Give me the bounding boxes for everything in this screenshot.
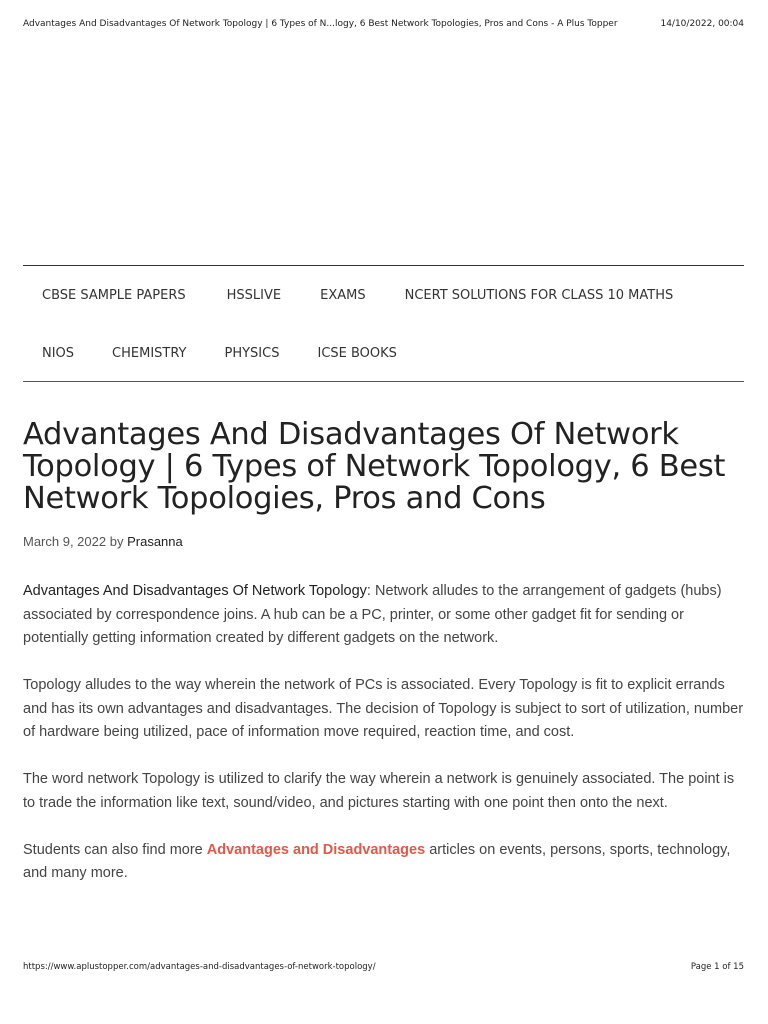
- nav-row-2: [42, 346, 397, 361]
- print-header-datetime: 14/10/2022, 00:04: [660, 19, 744, 29]
- paragraph-4: [23, 839, 745, 886]
- article-date: March 9, 2022: [23, 534, 107, 549]
- article-title: Advantages And Disadvantages Of Network Topology | 6 Types of Network Topology, 6 Best Network Topologies, Pros and Cons: [23, 417, 726, 516]
- nav-item-icse-books[interactable]: ICSE BOOKS: [317, 346, 397, 361]
- paragraph-4-before: Students can also find more: [23, 841, 207, 858]
- nav-item-hsslive[interactable]: HSSLIVE: [226, 288, 282, 303]
- paragraph-1: [23, 580, 745, 651]
- nav-item-cbse-sample-papers[interactable]: CBSE SAMPLE PAPERS: [42, 288, 186, 303]
- print-header-title: Advantages And Disadvantages Of Network Topology | 6 Types of N...logy, 6 Best Network Topologies, Pros and Cons - A Plus Topper: [23, 19, 618, 29]
- main-navigation: [23, 265, 744, 382]
- paragraph-3: The word network Topology is utilized to clarify the way wherein a network is genuinely associated. The point is to trade the information like text, sound/video, and pictures starting with one point then onto the next.: [23, 771, 735, 811]
- paragraph-1-lead: Advantages And Disadvantages Of Network Topology: [23, 583, 367, 599]
- article-meta: [23, 534, 183, 549]
- article-content: [23, 580, 745, 909]
- paragraph-1-text: : Network alludes to the arrangement of gadgets (hubs) associated by correspondence joins. A hub can be a PC, printer, or some other gadget fit for sending or potentially getting information created by different gadgets on the network.: [23, 583, 722, 646]
- print-footer-page: Page 1 of 15: [690, 962, 744, 972]
- nav-row-1: [42, 288, 673, 303]
- article-author-link[interactable]: Prasanna: [127, 534, 183, 549]
- nav-item-exams[interactable]: EXAMS: [320, 288, 366, 303]
- article-by: by: [109, 534, 124, 549]
- print-footer: [23, 962, 744, 972]
- print-footer-url: https://www.aplustopper.com/advantages-and-disadvantages-of-network-topology/: [23, 962, 376, 972]
- nav-item-nios[interactable]: NIOS: [42, 346, 75, 361]
- advantages-disadvantages-link[interactable]: Advantages and Disadvantages: [206, 841, 426, 858]
- paragraph-2: Topology alludes to the way wherein the network of PCs is associated. Every Topology is fit to explicit errands and has its own advantages and disadvantages. The decision of Topology is subject to sort of utilization, number of hardware being utilized, pace of information move required, reaction time, and cost.: [23, 677, 744, 740]
- nav-item-physics[interactable]: PHYSICS: [224, 346, 280, 361]
- print-header: [23, 19, 744, 29]
- nav-item-chemistry[interactable]: CHEMISTRY: [112, 346, 187, 361]
- paragraph-4-after: articles on events, persons, sports, technology, and many more.: [23, 841, 731, 881]
- nav-item-ncert-solutions[interactable]: NCERT SOLUTIONS FOR CLASS 10 MATHS: [404, 288, 674, 303]
